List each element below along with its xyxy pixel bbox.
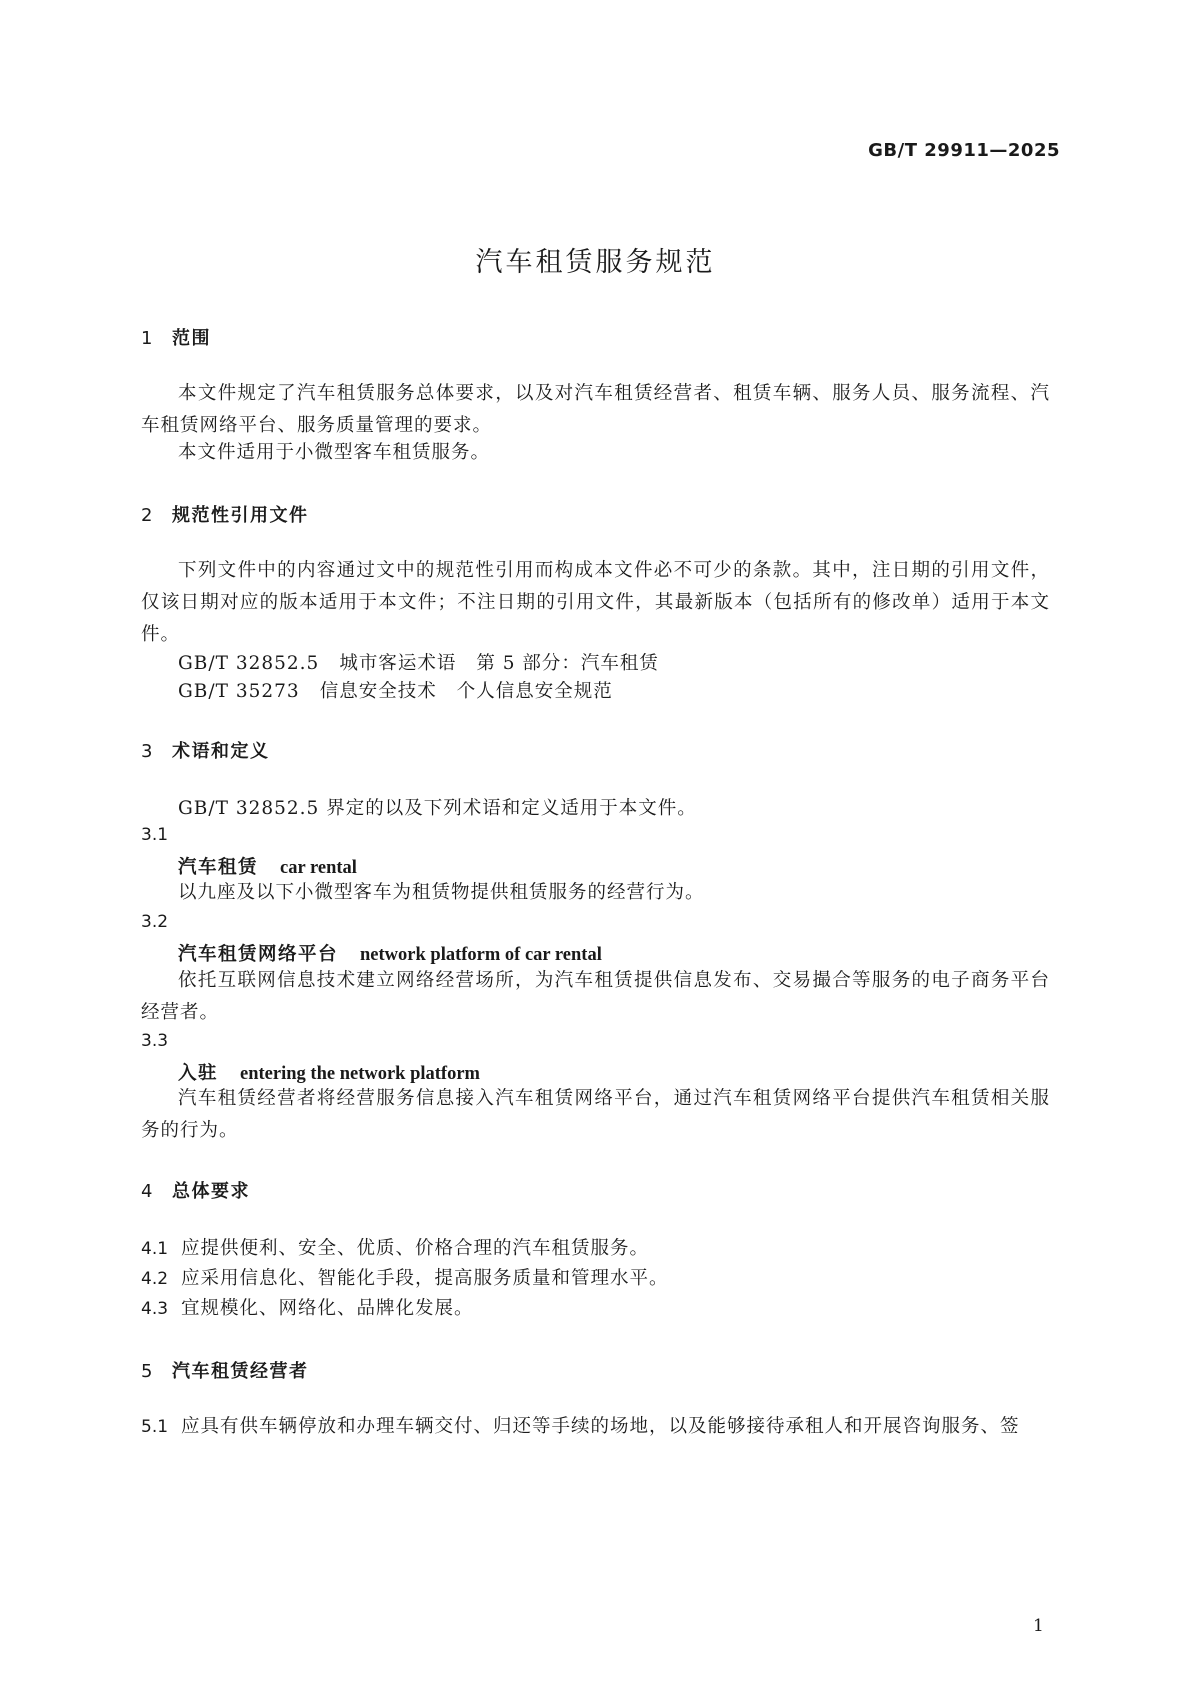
section-heading-rental-operators	[141, 1357, 309, 1383]
section-number: 2	[141, 505, 154, 526]
references-intro-paragraph: 下列文件中的内容通过文中的规范性引用而构成本文件必不可少的条款。其中，注日期的引用文件，仅该日期对应的版本适用于本文件；不注日期的引用文件，其最新版本（包括所有的修改单）适用于本文件。	[141, 560, 1050, 645]
term-definition: 以九座及以下小微型客车为租赁物提供租赁服务的经营行为。	[178, 882, 705, 903]
term-number: 3.1	[141, 825, 169, 845]
scope-applicability-paragraph: 本文件适用于小微型客车租赁服务。	[178, 442, 491, 463]
term-definition: 依托互联网信息技术建立网络经营场所，为汽车租赁提供信息发布、交易撮合等服务的电子商务平台经营者。	[141, 970, 1050, 1023]
clause-item	[141, 1412, 1020, 1438]
section-heading-terms-definitions	[141, 737, 270, 763]
section-heading-normative-references	[141, 501, 309, 527]
term-heading	[178, 940, 602, 966]
clause-number: 4.2	[141, 1269, 169, 1289]
reference-part: 第 5 部分：汽车租赁	[476, 653, 659, 674]
term-zh: 汽车租赁网络平台	[178, 944, 339, 965]
section-title: 范围	[172, 328, 211, 349]
scope-paragraph: 本文件规定了汽车租赁服务总体要求，以及对汽车租赁经营者、租赁车辆、服务人员、服务流程、汽车租赁网络平台、服务质量管理的要求。	[141, 383, 1050, 436]
clause-text: 应采用信息化、智能化手段，提高服务质量和管理水平。	[181, 1268, 669, 1289]
section-title: 汽车租赁经营者	[172, 1361, 309, 1382]
clause-text: 应具有供车辆停放和办理车辆交付、归还等手续的场地，以及能够接待承租人和开展咨询服务、签	[181, 1416, 1020, 1437]
clause-number: 4.1	[141, 1239, 169, 1259]
section-heading-general-requirements	[141, 1177, 250, 1203]
term-en: entering the network platform	[240, 1064, 480, 1084]
standard-number: GB/T 29911—2025	[868, 140, 1060, 161]
section-number: 1	[141, 328, 154, 349]
clause-item	[141, 1234, 649, 1260]
term-number: 3.3	[141, 1031, 169, 1051]
reference-title: 信息安全技术	[319, 681, 437, 702]
reference-code: GB/T 32852.5	[178, 653, 320, 674]
reference-part: 个人信息安全规范	[456, 681, 613, 702]
section-number: 5	[141, 1361, 154, 1382]
term-en: network platform of car rental	[360, 945, 602, 965]
section-title: 规范性引用文件	[172, 505, 309, 526]
reference-code: GB/T 35273	[178, 681, 300, 702]
clause-number: 5.1	[141, 1417, 169, 1437]
section-title: 总体要求	[172, 1181, 250, 1202]
term-definition: 汽车租赁经营者将经营服务信息接入汽车租赁网络平台，通过汽车租赁网络平台提供汽车租赁相关服务的行为。	[141, 1088, 1050, 1141]
clause-text: 宜规模化、网络化、品牌化发展。	[181, 1298, 474, 1319]
clause-text: 应提供便利、安全、优质、价格合理的汽车租赁服务。	[181, 1238, 650, 1259]
term-heading	[178, 1059, 480, 1085]
term-number: 3.2	[141, 912, 169, 932]
page-number: 1	[1033, 1616, 1044, 1636]
reference-item	[178, 649, 659, 675]
term-en: car rental	[280, 858, 357, 878]
clause-number: 4.3	[141, 1299, 169, 1319]
section-number: 4	[141, 1181, 154, 1202]
section-number: 3	[141, 741, 154, 762]
document-title: 汽车租赁服务规范	[475, 247, 716, 278]
clause-item	[141, 1294, 474, 1320]
section-heading-scope	[141, 324, 211, 350]
term-zh: 入驻	[178, 1063, 219, 1084]
clause-item	[141, 1264, 669, 1290]
term-zh: 汽车租赁	[178, 857, 259, 878]
reference-title: 城市客运术语	[339, 653, 457, 674]
reference-item	[178, 677, 613, 703]
term-heading	[178, 853, 357, 879]
terms-intro: GB/T 32852.5 界定的以及下列术语和定义适用于本文件。	[178, 798, 697, 819]
section-title: 术语和定义	[172, 741, 270, 762]
